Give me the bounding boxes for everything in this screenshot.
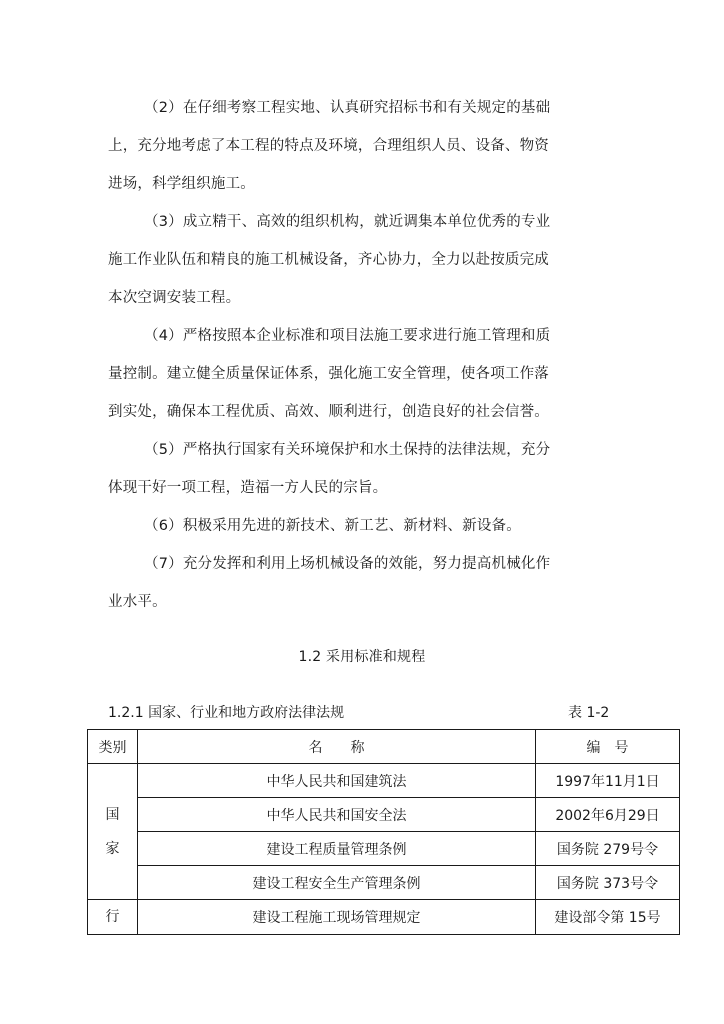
table-caption: 1.2.1 国家、行业和地方政府法律法规 — [108, 705, 345, 721]
law-name: 中华人民共和国建筑法 — [138, 764, 536, 798]
laws-table — [87, 729, 680, 935]
table-header-row — [88, 730, 680, 764]
law-number: 建设部令第 15号 — [536, 900, 680, 935]
paragraph-line: （4）严格按照本企业标准和项目法施工要求进行施工管理和质 — [144, 328, 551, 344]
paragraph-line: 本次空调安装工程。 — [108, 290, 241, 306]
paragraph-line: 体现干好一项工程，造福一方人民的宗旨。 — [108, 480, 388, 496]
law-number: 国务院 279号令 — [536, 832, 680, 866]
paragraph-line: （6）积极采用先进的新技术、新工艺、新材料、新设备。 — [144, 518, 521, 534]
law-number: 2002年6月29日 — [536, 798, 680, 832]
law-name: 建设工程施工现场管理规定 — [138, 900, 536, 935]
paragraph-line: 业水平。 — [108, 594, 167, 610]
table-number: 表 1-2 — [568, 705, 610, 721]
table-row — [88, 798, 680, 832]
category-char: 国 — [105, 806, 120, 823]
paragraph-line: （7）充分发挥和利用上场机械设备的效能，努力提高机械化作 — [144, 556, 551, 572]
law-name: 中华人民共和国安全法 — [138, 798, 536, 832]
table-row — [88, 866, 680, 900]
paragraph-line: 量控制。建立健全质量保证体系，强化施工安全管理，使各项工作落 — [108, 366, 549, 382]
paragraph-line: 到实处，确保本工程优质、高效、顺利进行，创造良好的社会信誉。 — [108, 404, 549, 420]
category-char: 行 — [105, 909, 120, 925]
law-number: 国务院 373号令 — [536, 866, 680, 900]
header-number: 编 号 — [536, 730, 680, 764]
paragraph-line: 进场，科学组织施工。 — [108, 176, 255, 192]
table-row — [88, 900, 680, 935]
table-row — [88, 832, 680, 866]
table-row — [88, 764, 680, 798]
header-name: 名 称 — [138, 730, 536, 764]
law-name: 建设工程质量管理条例 — [138, 832, 536, 866]
paragraph-line: （3）成立精干、高效的组织机构，就近调集本单位优秀的专业 — [144, 214, 551, 230]
header-category: 类别 — [88, 730, 138, 764]
category-char: 家 — [105, 840, 120, 857]
category-cell-industry — [88, 900, 138, 935]
category-cell-national — [88, 764, 138, 900]
law-name: 建设工程安全生产管理条例 — [138, 866, 536, 900]
law-number: 1997年11月1日 — [536, 764, 680, 798]
paragraph-line: 施工作业队伍和精良的施工机械设备，齐心协力，全力以赴按质完成 — [108, 252, 549, 268]
paragraph-line: 上，充分地考虑了本工程的特点及环境，合理组织人员、设备、物资 — [108, 138, 549, 154]
section-title: 1.2 采用标准和规程 — [298, 649, 426, 665]
paragraph-line: （5）严格执行国家有关环境保护和水土保持的法律法规，充分 — [144, 442, 551, 458]
paragraph-line: （2）在仔细考察工程实地、认真研究招标书和有关规定的基础 — [144, 100, 551, 116]
